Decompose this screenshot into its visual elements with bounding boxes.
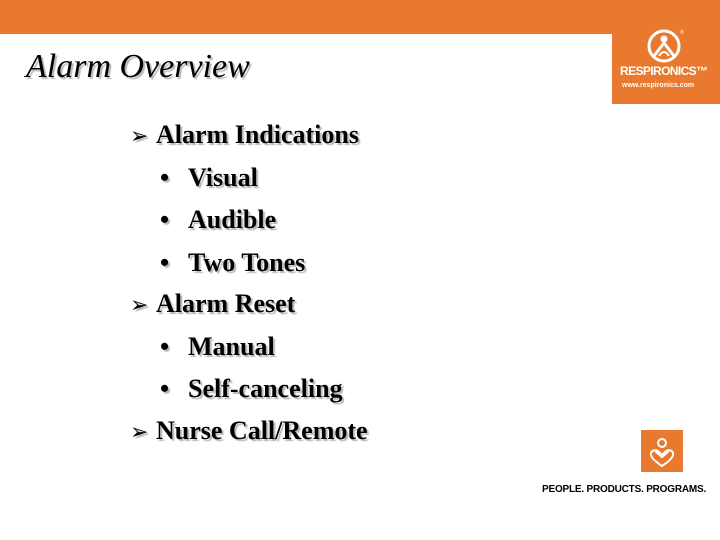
outline-subitem-text: Manual — [188, 332, 275, 361]
outline-item-text: Alarm Reset — [156, 289, 296, 318]
outline-subitem — [160, 332, 275, 362]
dot-bullet-icon: • — [160, 374, 170, 403]
arrow-bullet-icon: ➢ — [130, 420, 149, 445]
outline-item — [130, 120, 359, 152]
outline-subitem-text: Self-canceling — [188, 374, 343, 403]
outline-subitem — [160, 248, 305, 278]
arrow-bullet-icon: ➢ — [130, 293, 149, 318]
dot-bullet-icon: • — [160, 205, 170, 234]
person-heart-icon — [641, 430, 683, 472]
outline-item-text: Nurse Call/Remote — [156, 416, 368, 445]
brand-url: www.respironics.com — [622, 82, 695, 89]
outline-item — [130, 289, 295, 321]
outline-subitem-text: Audible — [188, 205, 277, 234]
registered-mark: ® — [680, 30, 684, 36]
outline-subitem — [160, 205, 276, 235]
slide-title: Alarm Overview — [26, 48, 250, 85]
dot-bullet-icon: • — [160, 163, 170, 192]
outline-item-text: Alarm Indications — [156, 120, 359, 149]
footer-tagline: PEOPLE. PRODUCTS. PROGRAMS. — [542, 484, 707, 495]
outline-subitem-text: Two Tones — [188, 248, 306, 277]
dot-bullet-icon: • — [160, 248, 170, 277]
outline-subitem — [160, 374, 343, 404]
outline-subitem — [160, 163, 258, 193]
brand-name: RESPIRONICS™ — [620, 64, 708, 78]
outline-item — [130, 416, 368, 448]
outline-subitem-text: Visual — [188, 163, 258, 192]
emblem-tile — [641, 430, 683, 472]
arrow-bullet-icon: ➢ — [130, 124, 149, 149]
dot-bullet-icon: • — [160, 332, 170, 361]
